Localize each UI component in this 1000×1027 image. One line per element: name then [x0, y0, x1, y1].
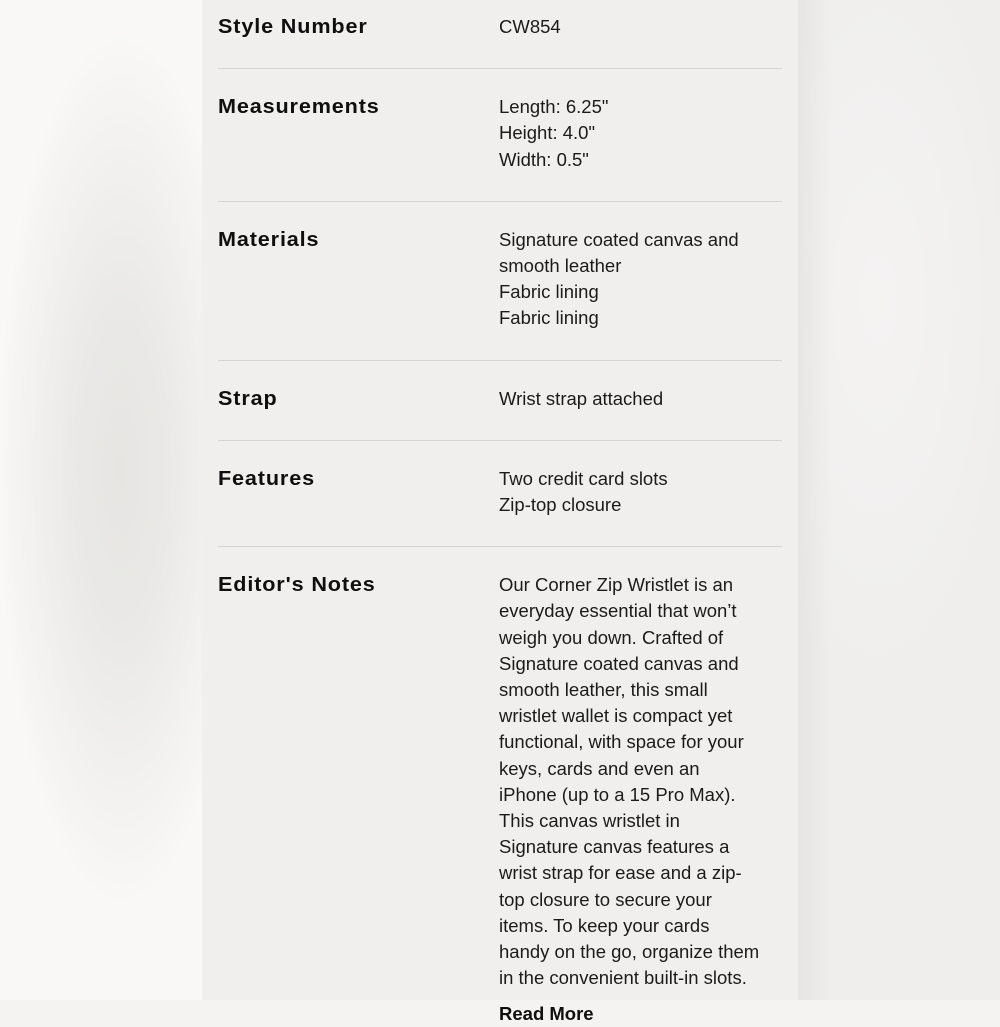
- spec-value-line: Wrist strap attached: [499, 387, 664, 409]
- spec-value-features: [499, 466, 775, 518]
- editors-notes-line: handy on the go, organize them: [499, 941, 760, 963]
- spec-value-line: Length: 6.25": [499, 96, 609, 118]
- spec-label-style-number: Style Number: [218, 16, 368, 38]
- spec-row-strap: [218, 361, 782, 441]
- editors-notes-line: functional, with space for your: [499, 731, 744, 753]
- spec-label-materials: Materials: [218, 228, 320, 251]
- spec-value-line: Two credit card slots: [499, 467, 668, 489]
- product-spec-panel: [202, 0, 798, 1025]
- spec-label-editors-notes: Editor's Notes: [218, 574, 376, 597]
- spec-label-measurements: Measurements: [218, 96, 380, 119]
- spec-value-line: Signature coated canvas and smooth leather: [499, 228, 739, 277]
- editors-notes-line: top closure to secure your: [499, 888, 712, 910]
- spec-value-line: Zip-top closure: [499, 494, 622, 516]
- panel-edge-shadow: [798, 0, 832, 1000]
- spec-label-strap: Strap: [218, 387, 278, 410]
- spec-value-line: Fabric lining: [499, 281, 599, 303]
- spec-value-line: Fabric lining: [499, 307, 599, 329]
- spec-label-features: Features: [218, 467, 315, 490]
- editors-notes-line: items. To keep your cards: [499, 914, 710, 936]
- read-more-link[interactable]: Read More: [499, 1003, 594, 1025]
- editors-notes-line: Signature coated canvas and: [499, 652, 739, 674]
- editors-notes-line: iPhone (up to a 15 Pro Max).: [499, 783, 736, 805]
- editors-notes-line: everyday essential that won’t: [499, 600, 737, 622]
- editors-notes-line: wristlet wallet is compact yet: [499, 705, 733, 727]
- spec-value-line: Width: 0.5": [499, 148, 589, 170]
- spec-row-features: [218, 441, 782, 547]
- editors-notes-line: Our Corner Zip Wristlet is an: [499, 574, 734, 596]
- spec-value-measurements: [499, 94, 775, 173]
- spec-value-line: Height: 4.0": [499, 122, 596, 144]
- spec-row-measurements: [218, 69, 782, 202]
- spec-value-strap: [499, 386, 775, 412]
- spec-value-style-number: [499, 14, 775, 40]
- editors-notes-line: smooth leather, this small: [499, 679, 708, 701]
- spec-value-line: CW854: [499, 16, 561, 37]
- editors-notes-line: in the convenient built-in slots.: [499, 967, 747, 989]
- spec-row-style-number: [218, 0, 782, 69]
- spec-value-materials: [499, 227, 775, 332]
- editors-notes-line: keys, cards and even an: [499, 757, 700, 779]
- spec-row-materials: [218, 202, 782, 361]
- editors-notes-line: wrist strap for ease and a zip-: [499, 862, 742, 884]
- editors-notes-line: This canvas wristlet in: [499, 810, 680, 832]
- editors-notes-line: Signature canvas features a: [499, 836, 730, 858]
- spec-value-editors-notes: [499, 572, 775, 1027]
- spec-row-editors-notes: [218, 547, 782, 1027]
- blurred-backdrop-left: [0, 0, 202, 1000]
- editors-notes-line: weigh you down. Crafted of: [499, 626, 724, 648]
